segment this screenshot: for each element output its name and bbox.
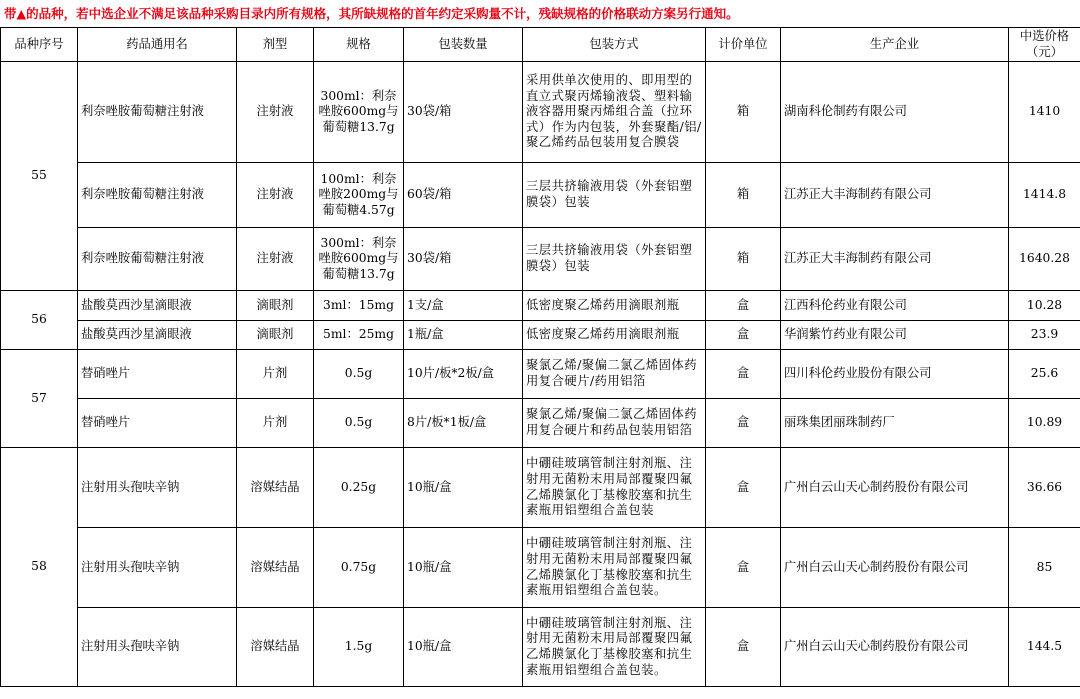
spec: 1.5g — [314, 608, 404, 687]
dosage-form: 溶媒结晶 — [237, 448, 314, 528]
manufacturer: 广州白云山天心制药股份有限公司 — [781, 608, 1009, 687]
dosage-form: 注射液 — [237, 62, 314, 163]
header-form: 剂型 — [237, 28, 314, 62]
table-row — [1, 350, 1080, 399]
drug-name: 注射用头孢呋辛钠 — [78, 608, 237, 687]
manufacturer: 江西科伦药业有限公司 — [781, 291, 1009, 321]
package-qty: 30袋/箱 — [404, 62, 523, 163]
dosage-form: 滴眼剂 — [237, 291, 314, 321]
price: 23.9 — [1009, 321, 1080, 350]
price: 1640.28 — [1009, 228, 1080, 291]
package-qty: 1支/盒 — [404, 291, 523, 321]
pricing-unit: 盒 — [706, 608, 781, 687]
package-method: 中硼硅玻璃管制注射剂瓶、注射用无菌粉末用局部覆聚四氟乙烯膜氯化丁基橡胶塞和抗生素瓶用铝塑组合盖包装。 — [523, 528, 706, 608]
manufacturer: 丽珠集团丽珠制药厂 — [781, 399, 1009, 448]
header-price-line2: （元） — [1026, 44, 1063, 59]
spec: 300ml：利奈唑胺600mg与葡萄糖13.7g — [314, 62, 404, 163]
table-row — [1, 62, 1080, 163]
dosage-form: 片剂 — [237, 350, 314, 399]
drug-name: 利奈唑胺葡萄糖注射液 — [78, 163, 237, 228]
pricing-unit: 盒 — [706, 291, 781, 321]
group-no: 57 — [1, 350, 78, 448]
table-row — [1, 291, 1080, 321]
spec: 0.75g — [314, 528, 404, 608]
package-qty: 10瓶/盒 — [404, 448, 523, 528]
table-row — [1, 228, 1080, 291]
pricing-unit: 箱 — [706, 62, 781, 163]
drug-name: 利奈唑胺葡萄糖注射液 — [78, 228, 237, 291]
drug-name: 盐酸莫西沙星滴眼液 — [78, 291, 237, 321]
drug-name: 注射用头孢呋辛钠 — [78, 448, 237, 528]
dosage-form: 溶媒结晶 — [237, 528, 314, 608]
header-no: 品种序号 — [1, 28, 78, 62]
table-header-row — [1, 28, 1080, 62]
dosage-form: 溶媒结晶 — [237, 608, 314, 687]
price: 25.6 — [1009, 350, 1080, 399]
header-price — [1009, 28, 1080, 62]
drug-name: 替硝唑片 — [78, 399, 237, 448]
price: 144.5 — [1009, 608, 1080, 687]
table-row — [1, 399, 1080, 448]
price: 1414.8 — [1009, 163, 1080, 228]
header-mfr: 生产企业 — [781, 28, 1009, 62]
manufacturer: 江苏正大丰海制药有限公司 — [781, 163, 1009, 228]
drug-name: 利奈唑胺葡萄糖注射液 — [78, 62, 237, 163]
package-qty: 1瓶/盒 — [404, 321, 523, 350]
header-qty: 包装数量 — [404, 28, 523, 62]
group-no: 58 — [1, 448, 78, 687]
package-qty: 10瓶/盒 — [404, 528, 523, 608]
pricing-unit: 盒 — [706, 350, 781, 399]
pricing-unit: 盒 — [706, 399, 781, 448]
pricing-unit: 箱 — [706, 163, 781, 228]
header-unit: 计价单位 — [706, 28, 781, 62]
spec: 0.25g — [314, 448, 404, 528]
header-price-line1: 中选价格 — [1019, 28, 1070, 43]
group-no: 56 — [1, 291, 78, 350]
spec: 3ml：15mg — [314, 291, 404, 321]
package-method: 中硼硅玻璃管制注射剂瓶、注射用无菌粉末用局部覆聚四氟乙烯膜氯化丁基橡胶塞和抗生素瓶用铝塑组合盖包装 — [523, 448, 706, 528]
price: 10.89 — [1009, 399, 1080, 448]
manufacturer: 湖南科伦制药有限公司 — [781, 62, 1009, 163]
notice-text: 带▲的品种，若中选企业不满足该品种采购目录内所有规格，其所缺规格的首年约定采购量不计，残缺规格的价格联动方案另行通知。 — [4, 6, 739, 21]
package-method: 中硼硅玻璃管制注射剂瓶、注射用无菌粉末用局部覆聚四氟乙烯膜氯化丁基橡胶塞和抗生素瓶用铝塑组合盖包装。 — [523, 608, 706, 687]
package-qty: 30袋/箱 — [404, 228, 523, 291]
header-name: 药品通用名 — [78, 28, 237, 62]
drug-name: 替硝唑片 — [78, 350, 237, 399]
pricing-unit: 盒 — [706, 321, 781, 350]
drug-name: 盐酸莫西沙星滴眼液 — [78, 321, 237, 350]
manufacturer: 江苏正大丰海制药有限公司 — [781, 228, 1009, 291]
pricing-unit: 箱 — [706, 228, 781, 291]
package-method: 三层共挤输液用袋（外套铝塑膜袋）包装 — [523, 228, 706, 291]
package-method: 低密度聚乙烯药用滴眼剂瓶 — [523, 291, 706, 321]
pricing-unit: 盒 — [706, 528, 781, 608]
spec: 5ml：25mg — [314, 321, 404, 350]
package-qty: 8片/板*1板/盒 — [404, 399, 523, 448]
header-spec: 规格 — [314, 28, 404, 62]
dosage-form: 注射液 — [237, 228, 314, 291]
group-no: 55 — [1, 62, 78, 291]
package-qty: 60袋/箱 — [404, 163, 523, 228]
manufacturer: 广州白云山天心制药股份有限公司 — [781, 528, 1009, 608]
header-pack: 包装方式 — [523, 28, 706, 62]
package-method: 采用供单次使用的、即用型的直立式聚丙烯输液袋、塑料输液容器用聚丙烯组合盖（拉环式）作为内包装，外套聚酯/铝/聚乙烯药品包装用复合膜袋 — [523, 62, 706, 163]
table-row — [1, 163, 1080, 228]
table-row — [1, 321, 1080, 350]
table-row — [1, 448, 1080, 528]
package-qty: 10片/板*2板/盒 — [404, 350, 523, 399]
table-row — [1, 608, 1080, 687]
package-method: 三层共挤输液用袋（外套铝塑膜袋）包装 — [523, 163, 706, 228]
price: 85 — [1009, 528, 1080, 608]
spec: 0.5g — [314, 350, 404, 399]
spec: 0.5g — [314, 399, 404, 448]
package-qty: 10瓶/盒 — [404, 608, 523, 687]
package-method: 聚氯乙烯/聚偏二氯乙烯固体药用复合硬片和药品包装用铝箔 — [523, 399, 706, 448]
table-row — [1, 528, 1080, 608]
procurement-table — [0, 27, 1080, 687]
dosage-form: 片剂 — [237, 399, 314, 448]
dosage-form: 注射液 — [237, 163, 314, 228]
price: 1410 — [1009, 62, 1080, 163]
package-method: 聚氯乙烯/聚偏二氯乙烯固体药用复合硬片/药用铝箔 — [523, 350, 706, 399]
dosage-form: 滴眼剂 — [237, 321, 314, 350]
manufacturer: 四川科伦药业股份有限公司 — [781, 350, 1009, 399]
pricing-unit: 盒 — [706, 448, 781, 528]
price: 36.66 — [1009, 448, 1080, 528]
drug-name: 注射用头孢呋辛钠 — [78, 528, 237, 608]
manufacturer: 广州白云山天心制药股份有限公司 — [781, 448, 1009, 528]
manufacturer: 华润紫竹药业有限公司 — [781, 321, 1009, 350]
package-method: 低密度聚乙烯药用滴眼剂瓶 — [523, 321, 706, 350]
price: 10.28 — [1009, 291, 1080, 321]
spec: 300ml：利奈唑胺600mg与葡萄糖13.7g — [314, 228, 404, 291]
spec: 100ml：利奈唑胺200mg与葡萄糖4.57g — [314, 163, 404, 228]
